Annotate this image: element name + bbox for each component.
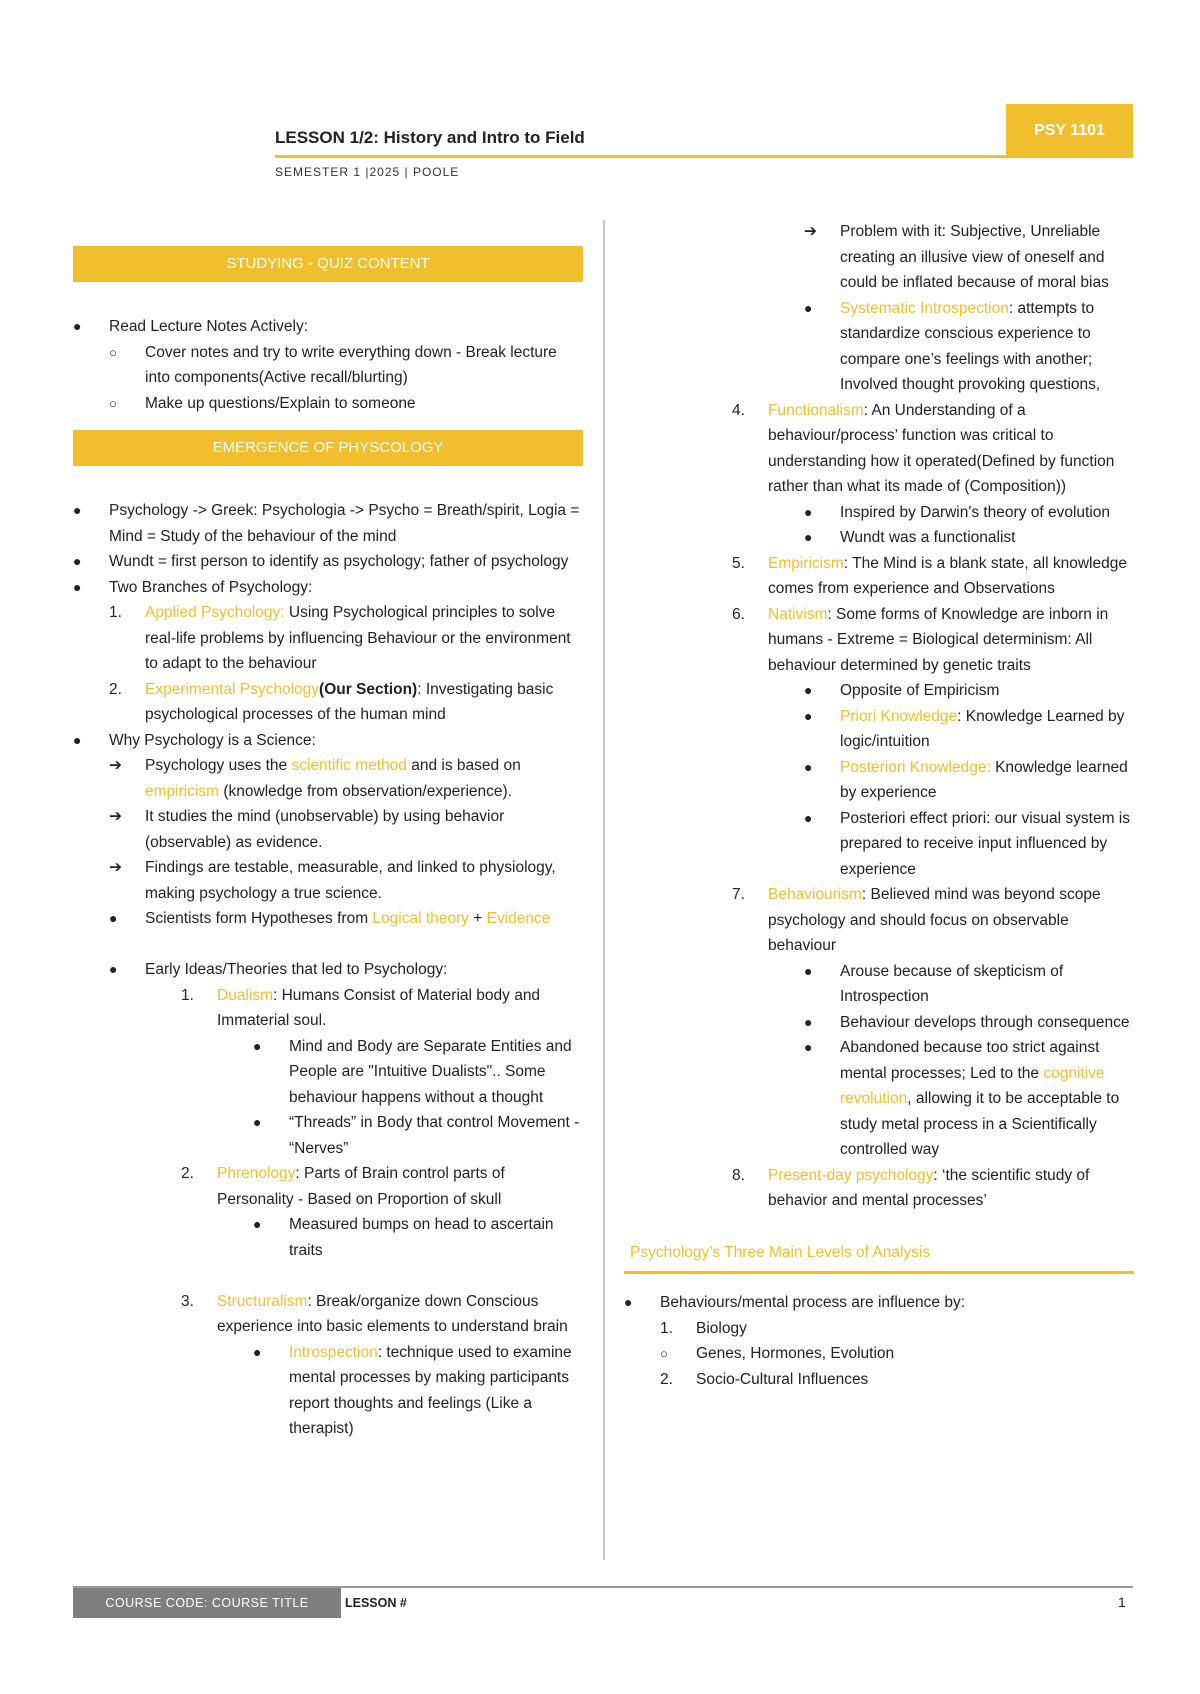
- list-number: 2.: [181, 1165, 194, 1182]
- arrow-icon: ➔: [109, 859, 122, 876]
- list-item: ● Priori Knowledge: Knowledge Learned by logic/intuition: [624, 704, 1134, 755]
- list-item: 7. Behaviourism: Believed mind was beyond scope psychology and should focus on observable behaviour: [624, 882, 1134, 959]
- list-item: ● Posteriori Knowledge: Knowledge learned by experience: [624, 755, 1134, 806]
- arrow-icon: ➔: [109, 757, 122, 774]
- list-item: ➔ Findings are testable, measurable, and linked to physiology, making psychology a true science.: [73, 855, 583, 906]
- bullet-icon: ●: [73, 318, 82, 334]
- hollow-bullet-icon: ○: [109, 344, 117, 360]
- list-item: ● Why Psychology is a Science:: [73, 728, 583, 754]
- page-title: LESSON 1/2: History and Intro to Field: [275, 128, 585, 147]
- left-column: [73, 246, 583, 1442]
- bullet-icon: ●: [804, 758, 813, 775]
- list-item: ○ Make up questions/Explain to someone: [73, 391, 583, 417]
- bullet-icon: ●: [73, 731, 82, 748]
- list-item: 3. Structuralism: Break/organize down Conscious experience into basic elements to understand brain: [73, 1289, 583, 1340]
- bullet-icon: ●: [253, 1114, 262, 1130]
- list-item: ● Wundt = first person to identify as psychology; father of psychology: [73, 549, 583, 575]
- column-divider: [603, 220, 605, 1560]
- list-item: ● Early Ideas/Theories that led to Psychology:: [73, 957, 583, 983]
- list-number: 7.: [732, 886, 745, 903]
- list-item: ● Wundt was a functionalist: [624, 525, 1134, 551]
- list-item: ● Two Branches of Psychology:: [73, 575, 583, 601]
- list-item: ● Opposite of Empiricism: [624, 678, 1134, 704]
- page-subtitle: SEMESTER 1 |2025 | POOLE: [275, 165, 460, 179]
- arrow-icon: ➔: [804, 223, 817, 240]
- course-badge: PSY 1101: [1006, 104, 1133, 158]
- bullet-icon: ●: [804, 809, 813, 826]
- list-item: 8. Present-day psychology: ‘the scientific study of behavior and mental processes’: [624, 1163, 1134, 1214]
- list-item: ● Behaviours/mental process are influence by:: [624, 1290, 1134, 1316]
- list-item: ● “Threads” in Body that control Movement - “Nerves”: [73, 1110, 583, 1161]
- hollow-bullet-icon: ○: [660, 1346, 668, 1361]
- list-item: ● Posteriori effect priori: our visual system is prepared to receive input influenced by experience: [624, 806, 1134, 883]
- bullet-icon: ●: [253, 1037, 262, 1054]
- list-number: 2.: [660, 1370, 673, 1388]
- list-item: 2. Experimental Psychology(Our Section): Investigating basic psychological processes of the human mind: [73, 677, 583, 728]
- bullet-icon: ●: [804, 962, 813, 979]
- footer-course-label: COURSE CODE: COURSE TITLE: [73, 1588, 341, 1618]
- hollow-bullet-icon: ○: [109, 395, 117, 411]
- studying-banner: STUDYING - QUIZ CONTENT: [73, 246, 583, 282]
- list-item: ○ Genes, Hormones, Evolution: [624, 1341, 1134, 1367]
- bullet-icon: ●: [804, 1039, 813, 1055]
- list-number: 4.: [732, 401, 745, 419]
- list-number: 6.: [732, 605, 745, 623]
- emergence-banner: EMERGENCE OF PHYSCOLOGY: [73, 430, 583, 466]
- list-item: ➔ Psychology uses the scientific method and is based on empiricism (knowledge from observation/experience).: [73, 753, 583, 804]
- list-item: ○ Cover notes and try to write everything down - Break lecture into components(Active recall/blurting): [73, 340, 583, 391]
- list-item: 1. Applied Psychology: Using Psychological principles to solve real-life problems by influencing Behaviour or the environment to adapt to the behaviour: [73, 600, 583, 677]
- bullet-icon: ●: [73, 578, 82, 595]
- list-item: ● Introspection: technique used to examine mental processes by making participants report thoughts and feelings (Like a therapist): [73, 1340, 583, 1442]
- list-item: 1. Dualism: Humans Consist of Material body and Immaterial soul.: [73, 983, 583, 1034]
- levels-heading-rule: [624, 1271, 1134, 1274]
- list-number: 8.: [732, 1166, 745, 1184]
- list-item: ● Psychology -> Greek: Psychologia -> Psycho = Breath/spirit, Logia = Mind = Study of the behaviour of the mind: [73, 498, 583, 549]
- list-number: 1.: [109, 604, 122, 621]
- list-number: 3.: [181, 1292, 194, 1310]
- bullet-icon: ●: [804, 1013, 813, 1030]
- list-item: ➔ Problem with it: Subjective, Unreliable creating an illusive view of oneself and could be inflated because of moral bias: [624, 219, 1134, 296]
- bullet-icon: ●: [109, 961, 118, 977]
- arrow-icon: ➔: [109, 808, 122, 825]
- list-item: ● Abandoned because too strict against mental processes; Led to the cognitive revolution, allowing it to be acceptable to study metal process in a Scientifically controlled way: [624, 1035, 1134, 1163]
- list-item: 5. Empiricism: The Mind is a blank state, all knowledge comes from experience and Observations: [624, 551, 1134, 602]
- bullet-icon: ●: [73, 553, 82, 569]
- list-item: ➔ It studies the mind (unobservable) by using behavior (observable) as evidence.: [73, 804, 583, 855]
- bullet-icon: ●: [253, 1216, 262, 1232]
- list-item: 2. Socio-Cultural Influences: [624, 1367, 1134, 1393]
- bullet-icon: ●: [804, 503, 813, 520]
- bullet-icon: ●: [73, 502, 82, 518]
- bullet-icon: ●: [109, 910, 118, 926]
- list-item: 2. Phrenology: Parts of Brain control parts of Personality - Based on Proportion of skull: [73, 1161, 583, 1212]
- bullet-icon: ●: [804, 682, 813, 698]
- bullet-icon: ●: [804, 707, 813, 724]
- list-item: 6. Nativism: Some forms of Knowledge are inborn in humans - Extreme = Biological determinism: All behaviour determined by genetic traits: [624, 602, 1134, 679]
- list-item: ● Behaviour develops through consequence: [624, 1010, 1134, 1036]
- bullet-icon: ●: [624, 1294, 633, 1310]
- list-item: ● Systematic Introspection: attempts to standardize conscious experience to compare one’s feelings with another; Involved thought provoking questions,: [624, 296, 1134, 398]
- header-rule: [275, 155, 1133, 158]
- list-item: ● Measured bumps on head to ascertain traits: [73, 1212, 583, 1263]
- footer-lesson-label: LESSON #: [345, 1596, 407, 1610]
- list-item: ● Scientists form Hypotheses from Logical theory + Evidence: [73, 906, 583, 932]
- list-item: ● Arouse because of skepticism of Introspection: [624, 959, 1134, 1010]
- right-column: [624, 219, 1134, 1392]
- list-item: ● Mind and Body are Separate Entities and People are "Intuitive Dualists".. Some behaviour happens without a thought: [73, 1034, 583, 1111]
- list-item: 1. Biology: [624, 1316, 1134, 1342]
- bullet-icon: ●: [253, 1343, 262, 1360]
- list-item: ● Read Lecture Notes Actively:: [73, 314, 583, 340]
- list-item: ● Inspired by Darwin's theory of evolution: [624, 500, 1134, 526]
- bullet-icon: ●: [804, 529, 813, 545]
- list-number: 5.: [732, 554, 745, 572]
- list-number: 1.: [181, 986, 194, 1004]
- list-item: 4. Functionalism: An Understanding of a behaviour/process’ function was critical to understanding how it operated(Defined by function rather than what its made of (Composition)): [624, 398, 1134, 500]
- list-number: 2.: [109, 680, 122, 698]
- levels-heading: Psychology’s Three Main Levels of Analysis: [630, 1243, 931, 1261]
- list-number: 1.: [660, 1319, 673, 1337]
- bullet-icon: ●: [804, 299, 813, 316]
- page-number: 1: [1118, 1594, 1126, 1610]
